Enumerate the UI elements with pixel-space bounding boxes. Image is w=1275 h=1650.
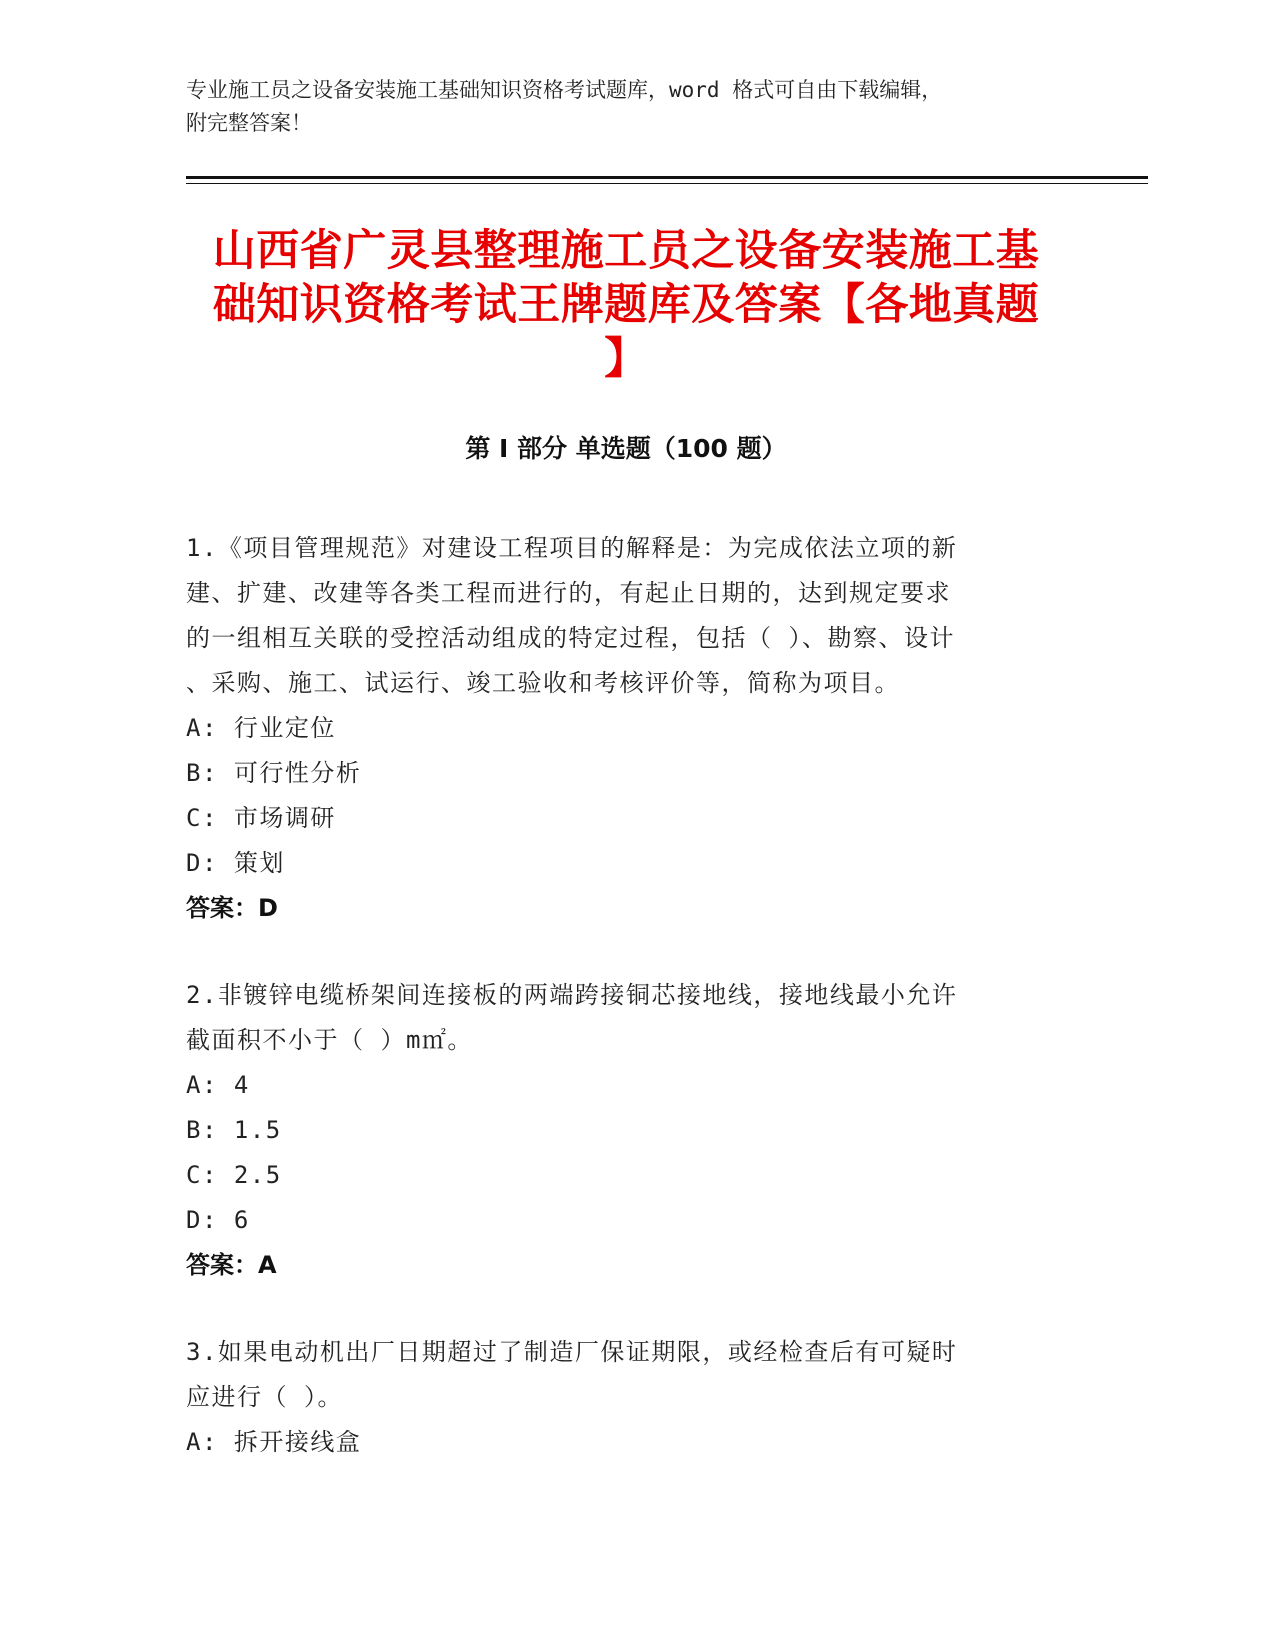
document-title-line: 础知识资格考试王牌题库及答案【各地真题 [212,280,1040,330]
option-a: A: 行业定位 [186,714,336,742]
question-stem-line: 截面积不小于（ ）m㎡。 [186,1026,473,1054]
section-title: 第 I 部分 单选题（100 题） [465,434,787,463]
option-c: C: 2.5 [186,1161,282,1189]
answer-line: 答案：D [186,894,278,922]
question-stem-line: 1.《项目管理规范》对建设工程项目的解释是：为完成依法立项的新 [186,534,958,562]
option-d: D: 6 [186,1206,250,1234]
header-divider-thick [186,176,1148,179]
option-a: A: 4 [186,1071,250,1099]
document-title-line: 】 [604,334,648,384]
question-stem [186,1330,1056,1420]
question-item [186,1330,1066,1465]
question-stem-line: 建、扩建、改建等各类工程而进行的，有起止日期的，达到规定要求 [186,579,951,607]
question-stem [186,973,1056,1063]
question-stem-line: 2.非镀锌电缆桥架间连接板的两端跨接铜芯接地线，接地线最小允许 [186,981,958,1009]
header-note-line: 附完整答案！ [186,111,312,135]
question-stem-line: 的一组相互关联的受控活动组成的特定过程，包括（ ）、勘察、设计 [186,624,955,652]
option-b: B: 可行性分析 [186,759,362,787]
header-note-line: 专业施工员之设备安装施工基础知识资格考试题库，word 格式可自由下载编辑， [186,78,943,102]
question-list [186,526,1066,1507]
question-stem-line: 、采购、施工、试运行、竣工验收和考核评价等，简称为项目。 [186,669,900,697]
question-stem-line: 3.如果电动机出厂日期超过了制造厂保证期限，或经检查后有可疑时 [186,1338,958,1366]
document-title-line: 山西省广灵县整理施工员之设备安装施工基 [212,226,1040,276]
question-item [186,973,1066,1288]
document-title [186,224,1066,386]
option-a: A: 拆开接线盒 [186,1428,362,1456]
answer-line: 答案：A [186,1251,277,1279]
option-d: D: 策划 [186,849,285,877]
question-stem-line: 应进行（ ）。 [186,1383,343,1411]
option-b: B: 1.5 [186,1116,282,1144]
question-item [186,526,1066,931]
question-stem [186,526,1056,706]
header-divider-thin [186,183,1148,184]
option-c: C: 市场调研 [186,804,336,832]
header-note [186,74,1066,140]
